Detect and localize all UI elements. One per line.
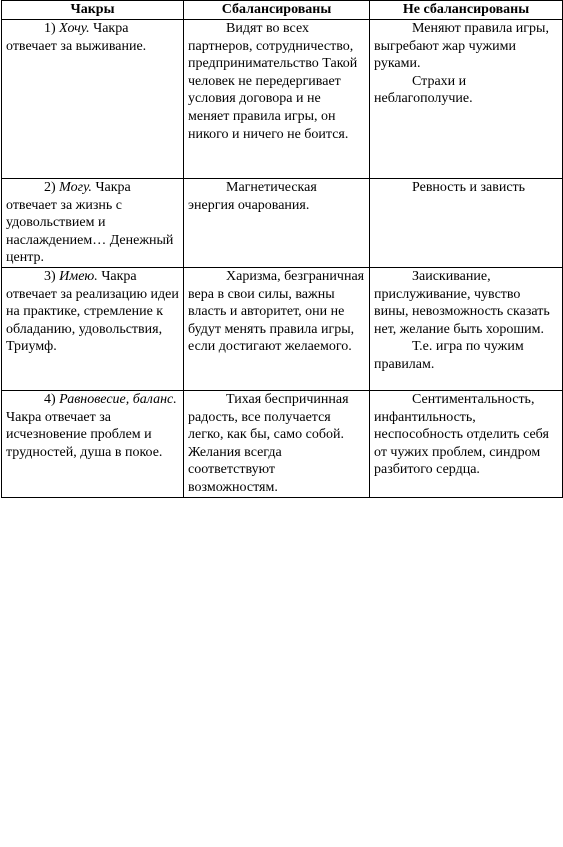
chakra-text: Чакра отвечает за выживание.	[6, 21, 147, 54]
table-row	[2, 267, 563, 390]
balanced-cell	[184, 179, 370, 268]
unbalanced-cell	[370, 179, 563, 268]
unbalanced-text: Заискивание, прислуживание, чувство вины, невозможность сказать нет, желание быть хорошим.	[374, 268, 550, 337]
chakra-number: 2)	[44, 180, 56, 195]
chakra-description	[6, 391, 179, 461]
header-chakras: Чакры	[2, 1, 184, 20]
header-unbalanced: Не сбалансированы	[370, 1, 563, 20]
chakra-text: Чакра отвечает за жизнь с удовольствием и наслаждением… Денежный центр.	[6, 180, 174, 266]
unbalanced-cell	[370, 267, 563, 390]
unbalanced-cell	[370, 20, 563, 179]
unbalanced-text: Т.е. игра по чужим правилам.	[374, 339, 524, 372]
chakra-description	[6, 179, 179, 267]
balanced-text: Магнетическая энергия очарования.	[188, 180, 317, 213]
chakra-text: Чакра отвечает за реализацию идеи на практике, стремление к обладанию, удовольствия, Триумф.	[6, 268, 179, 355]
chakra-cell	[2, 20, 184, 179]
chakra-description	[6, 20, 179, 55]
chakra-name: Имею.	[59, 268, 98, 284]
chakra-cell	[2, 179, 184, 268]
unbalanced-text: Страхи и неблагополучие.	[374, 73, 473, 107]
balanced-cell	[184, 390, 370, 497]
balanced-cell	[184, 267, 370, 390]
chakra-number: 3)	[44, 268, 56, 284]
unbalanced-cell	[370, 390, 563, 497]
chakra-cell	[2, 267, 184, 390]
chakra-description	[6, 268, 179, 356]
chakra-number: 1)	[44, 21, 56, 36]
unbalanced-text: Ревность и зависть	[412, 180, 526, 195]
chakra-number: 4)	[44, 391, 56, 407]
chakra-table	[1, 0, 563, 498]
table-row	[2, 390, 563, 497]
chakra-cell	[2, 390, 184, 497]
chakra-text: Чакра отвечает за исчезновение проблем и трудностей, душа в покое.	[6, 409, 163, 460]
chakra-name: Могу.	[59, 180, 92, 195]
balanced-text: Видят во всех партнеров, сотрудничество, предпринимательство Такой человек не передергивает условия договора и не меняет правила игры, он никого и ничего не боится.	[188, 21, 358, 142]
balanced-cell	[184, 20, 370, 179]
unbalanced-text: Меняют правила игры, выгребают жар чужими руками.	[374, 21, 549, 72]
chakra-name: Хочу.	[59, 21, 90, 36]
balanced-text: Харизма, безграничная вера в свои силы, важны власть и авторитет, они не будут менять правила игры, если достигают желаемого.	[188, 268, 365, 355]
chakra-name: Равновесие, баланс.	[59, 391, 177, 407]
header-balanced: Сбалансированы	[184, 1, 370, 20]
unbalanced-text: Сентиментальность, инфантильность, неспособность отделить себя от чужих проблем, синдром разбитого сердца.	[374, 391, 549, 478]
table-row	[2, 20, 563, 179]
table-header-row	[2, 1, 563, 20]
balanced-text: Тихая беспричинная радость, все получается легко, как бы, само собой. Желания всегда соответствуют возможностям.	[188, 391, 349, 495]
table-row	[2, 179, 563, 268]
